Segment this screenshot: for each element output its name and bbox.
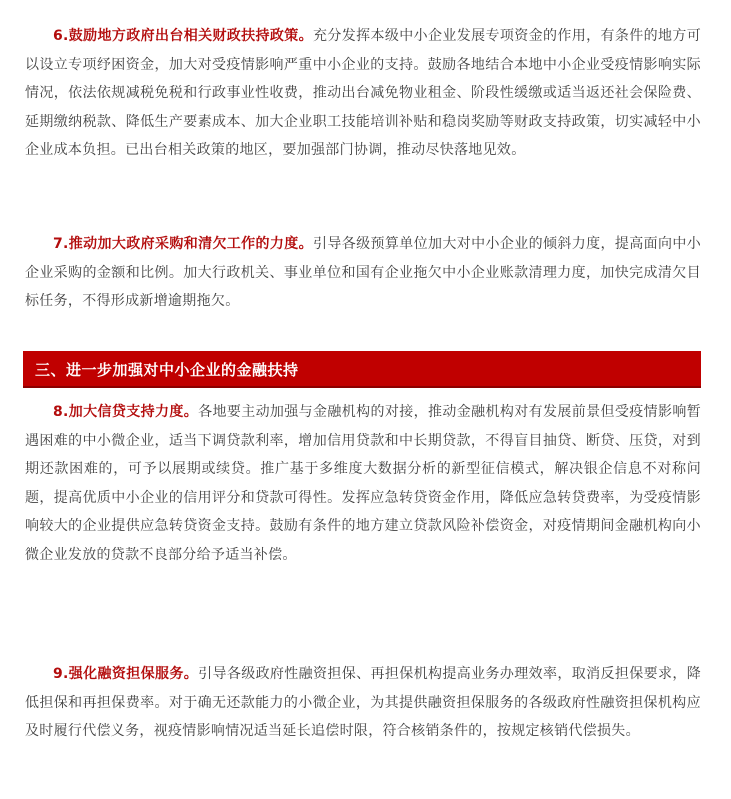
section-3-header	[23, 351, 701, 388]
paragraph-8-lead: 8.加大信贷支持力度。	[53, 404, 199, 420]
paragraph-7-lead: 7.推动加大政府采购和清欠工作的力度。	[53, 236, 314, 252]
paragraph-9-lead: 9.强化融资担保服务。	[53, 666, 199, 682]
paragraph-6	[25, 22, 701, 165]
section-3-title: 三、进一步加强对中小企业的金融扶持	[35, 361, 299, 379]
paragraph-6-lead: 6.鼓励地方政府出台相关财政扶持政策。	[53, 28, 314, 44]
paragraph-9-body: 引导各级政府性融资担保、再担保机构提高业务办理效率，取消反担保要求，降低担保和再担保费率。对于确无还款能力的小微企业，为其提供融资担保服务的各级政府性融资担保机构应及时履行代偿义务，视疫情影响情况适当延长追偿时限，符合核销条件的，按规定核销代偿损失。	[25, 666, 702, 739]
paragraph-8-body: 各地要主动加强与金融机构的对接，推动金融机构对有发展前景但受疫情影响暂遇困难的中小微企业，适当下调贷款利率，增加信用贷款和中长期贷款，不得盲目抽贷、断贷、压贷，对到期还款困难的，可予以展期或续贷。推广基于多维度大数据分析的新型征信模式，解决银企信息不对称问题，提高优质中小企业的信用评分和贷款可得性。发挥应急转贷资金作用，降低应急转贷费率，为受疫情影响较大的企业提供应急转贷资金支持。鼓励有条件的地方建立贷款风险补偿资金，对疫情期间金融机构向小微企业发放的贷款不良部分给予适当补偿。	[25, 404, 702, 563]
paragraph-8	[25, 398, 701, 569]
paragraph-6-body: 充分发挥本级中小企业发展专项资金的作用，有条件的地方可以设立专项纾困资金，加大对受疫情影响严重中小企业的支持。鼓励各地结合本地中小企业受疫情影响实际情况，依法依规减税免税和行政事业性收费，推动出台减免物业租金、阶段性缓缴或适当返还社会保险费、延期缴纳税款、降低生产要素成本、加大企业职工技能培训补贴和稳岗奖励等财政支持政策，切实减轻中小企业成本负担。已出台相关政策的地区，要加强部门协调，推动尽快落地见效。	[25, 28, 701, 158]
paragraph-7-body: 引导各级预算单位加大对中小企业的倾斜力度，提高面向中小企业采购的金额和比例。加大行政机关、事业单位和国有企业拖欠中小企业账款清理力度，加快完成清欠目标任务，不得形成新增逾期拖欠。	[25, 236, 701, 309]
paragraph-7	[25, 230, 701, 316]
paragraph-9	[25, 660, 701, 746]
